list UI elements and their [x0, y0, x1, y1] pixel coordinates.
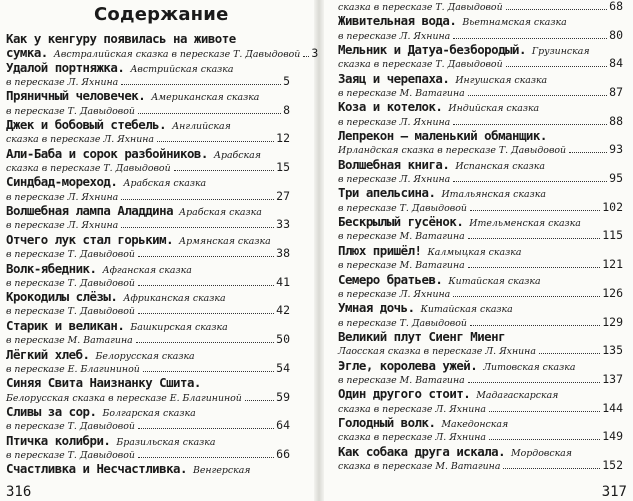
toc-entry-line — [338, 28, 623, 42]
toc-entry-line — [338, 200, 623, 214]
story-origin: Испанская сказка — [455, 160, 545, 172]
toc-entry — [6, 433, 290, 462]
toc-entry — [338, 329, 623, 358]
page-number: 15 — [276, 160, 290, 175]
toc-entry-line — [6, 332, 290, 346]
toc-entry-line — [338, 99, 623, 113]
story-reteller: в пересказе М. Ватагина — [338, 374, 465, 386]
dot-leader — [453, 296, 600, 297]
story-reteller: в пересказе М. Ватагина — [338, 260, 465, 272]
story-title: Пряничный человечек. — [6, 88, 146, 104]
toc-entry-line — [338, 42, 623, 56]
toc-entry — [338, 243, 623, 272]
page-number: 41 — [276, 274, 290, 289]
story-title: Эгле, королева ужей. — [338, 357, 478, 373]
toc-entry-line — [6, 447, 290, 461]
story-origin: Арабская — [213, 149, 261, 161]
story-reteller: в пересказе Т. Давыдовой — [338, 202, 467, 214]
page-number: 137 — [602, 371, 623, 386]
toc-entry-line — [338, 157, 623, 171]
page-number: 144 — [602, 400, 623, 415]
story-title: Отчего лук стал горьким. — [6, 231, 174, 247]
dot-leader — [136, 342, 274, 343]
story-origin: Афганская сказка — [102, 264, 192, 276]
dot-leader — [506, 66, 608, 67]
story-reteller: в пересказе М. Ватагина — [6, 335, 133, 347]
page-number: 3 — [311, 46, 319, 61]
story-title: Джек и бобовый стебель. — [6, 117, 167, 133]
page-number: 102 — [602, 199, 623, 214]
toc-entry-line — [6, 217, 290, 231]
contents-heading: Содержание — [94, 4, 229, 25]
story-origin: Арабская сказка — [123, 178, 207, 190]
toc-entry-line — [338, 401, 623, 415]
toc-entry — [338, 386, 623, 415]
toc-entry — [6, 461, 290, 490]
page-number: 38 — [276, 246, 290, 261]
toc-entry-line — [6, 45, 319, 61]
toc-entry-line — [6, 103, 290, 117]
toc-entry-line — [6, 174, 290, 188]
story-title: Лепрекон – маленький обманщик. — [338, 128, 547, 144]
toc-entry — [338, 0, 623, 13]
story-title: Коза и котелок. — [338, 99, 443, 115]
dot-leader — [453, 38, 607, 39]
toc-entry-line — [6, 433, 290, 447]
story-reteller: в пересказе М. Ватагина — [338, 88, 465, 100]
toc-entry-line — [6, 361, 290, 375]
toc-entry-line — [338, 386, 623, 400]
dot-leader — [157, 141, 274, 142]
story-origin: Ительменская сказка — [469, 218, 581, 230]
toc-entry — [338, 185, 623, 214]
dot-leader — [138, 313, 274, 314]
toc-entry-line — [338, 185, 623, 199]
story-title: Три апельсина. — [338, 185, 436, 201]
page-number: 64 — [276, 418, 290, 433]
toc-entry — [338, 99, 623, 128]
story-origin: Башкирская сказка — [130, 321, 228, 333]
story-title: Семеро братьев. — [338, 271, 443, 287]
story-title: Заяц и черепаха. — [338, 70, 450, 86]
story-title: Мельник и Датуа-безбородый. — [338, 42, 526, 58]
toc-entry-line — [6, 390, 290, 404]
dot-leader — [468, 95, 607, 96]
dot-leader — [468, 382, 601, 383]
dot-leader — [245, 400, 274, 401]
toc-entry-line — [338, 214, 623, 228]
toc-entry — [6, 404, 290, 433]
story-origin: Калмыцкая сказка — [427, 246, 522, 258]
story-origin: Белорусская сказка — [95, 350, 195, 362]
toc-entry-line — [338, 343, 623, 357]
dot-leader — [121, 84, 281, 85]
story-title: Волк-ябедник. — [6, 260, 97, 276]
toc-entry — [338, 214, 623, 243]
story-origin: Английская — [172, 121, 231, 133]
story-origin: Американская сказка — [151, 92, 260, 104]
story-title: Старик и великан. — [6, 317, 125, 333]
toc-entry-line — [6, 275, 290, 289]
story-title: Крокодилы слёзы. — [6, 289, 118, 305]
story-reteller: в пересказе Т. Давыдовой — [6, 277, 135, 289]
story-title: Бескрылый гусёнок. — [338, 214, 464, 230]
toc-entry-line — [338, 142, 623, 156]
toc-entry — [338, 444, 623, 473]
toc-entry-line — [338, 85, 623, 99]
toc-entry — [6, 60, 290, 89]
toc-entry-line — [338, 300, 623, 314]
toc-entry — [338, 415, 623, 444]
story-reteller: сказка в пересказе Л. Яхнина — [338, 403, 486, 415]
story-reteller: в пересказе Т. Давыдовой — [6, 105, 135, 117]
story-reteller: Ирландская сказка в пересказе Т. Давыдовой — [338, 145, 567, 157]
dot-leader — [470, 210, 600, 211]
story-reteller: Австралийская сказка в пересказе Т. Давыдовой — [53, 49, 301, 61]
story-reteller: в пересказе Л. Яхнина — [6, 191, 119, 203]
story-reteller: сказка в пересказе Т. Давыдовой — [338, 2, 503, 13]
story-title: Волшебная книга. — [338, 156, 450, 172]
dot-leader — [121, 199, 274, 200]
toc-entry-line — [338, 257, 623, 271]
page-number: 87 — [609, 85, 623, 100]
story-title: Как собака друга искала. — [338, 443, 506, 459]
toc-entry-line — [338, 56, 623, 70]
toc-entry-line — [338, 128, 623, 142]
toc-entry — [6, 289, 290, 318]
toc-entry-line — [338, 444, 623, 458]
toc-entry — [6, 31, 319, 61]
toc-entry-line — [338, 272, 623, 286]
story-origin: Македонская — [441, 418, 509, 430]
page-number: 115 — [602, 228, 623, 243]
story-title: Умная дочь. — [338, 300, 415, 316]
page-number: 80 — [609, 27, 623, 42]
toc-entry-line — [338, 13, 623, 27]
toc-entry-line — [338, 0, 623, 13]
page-number: 152 — [602, 457, 623, 472]
toc-entry-line — [338, 458, 623, 472]
toc-entry-line — [338, 114, 623, 128]
story-title: Птичка колибри. — [6, 432, 111, 448]
toc-entry-line — [6, 117, 290, 131]
page-number: 126 — [602, 285, 623, 300]
page-number: 68 — [609, 0, 623, 13]
dot-leader — [453, 181, 607, 182]
toc-entry — [6, 318, 290, 347]
page-number: 95 — [609, 171, 623, 186]
page-number: 54 — [276, 360, 290, 375]
toc-entry — [6, 232, 290, 261]
story-origin: Бразильская сказка — [116, 436, 216, 448]
toc-entry-line — [6, 189, 290, 203]
toc-entry-line — [6, 246, 290, 260]
story-origin: Ингушская сказка — [455, 74, 548, 86]
story-title: Как у кенгуру появилась на животе — [6, 31, 236, 46]
story-title: Один другого стоит. — [338, 386, 471, 402]
page-number: 27 — [276, 188, 290, 203]
story-origin: Индийская сказка — [448, 103, 540, 115]
toc-entry — [338, 272, 623, 301]
toc-entry-line — [6, 203, 290, 217]
toc-entry-line — [338, 243, 623, 257]
toc-entry-line — [6, 60, 290, 74]
page-number: 93 — [609, 142, 623, 157]
story-reteller: в пересказе Л. Яхнина — [338, 30, 451, 42]
story-origin: Вьетнамская сказка — [462, 17, 567, 29]
page-number-left: 316 — [6, 484, 32, 500]
toc-entry-line — [6, 261, 290, 275]
story-origin: Армянская сказка — [179, 235, 271, 247]
story-title: Удалой портняжка. — [6, 59, 125, 75]
story-origin: Венгерская — [192, 465, 251, 477]
toc-entry-line — [6, 131, 290, 145]
story-reteller: сказка в пересказе Л. Яхнина — [338, 432, 486, 444]
story-origin: Болгарская сказка — [102, 407, 196, 419]
right-toc-list — [338, 0, 623, 472]
toc-entry-line — [6, 461, 290, 475]
toc-entry-line — [6, 289, 290, 303]
toc-entry — [338, 71, 623, 100]
page-number-right: 317 — [601, 484, 627, 500]
dot-leader — [143, 371, 274, 372]
toc-entry-line — [6, 146, 290, 160]
story-title: Плюх пришёл! — [338, 242, 422, 258]
story-reteller: в пересказе Л. Яхнина — [6, 76, 119, 88]
dot-leader — [138, 256, 274, 257]
toc-entry-line — [6, 375, 290, 389]
story-title-continued: сумка. — [6, 45, 48, 61]
dot-leader — [138, 457, 274, 458]
dot-leader — [138, 285, 274, 286]
story-title: Синдбад-мореход. — [6, 174, 118, 190]
dot-leader — [569, 152, 607, 153]
toc-entry — [338, 358, 623, 387]
story-origin: Африканская сказка — [123, 293, 226, 305]
toc-entry-line — [338, 358, 623, 372]
dot-leader — [468, 238, 601, 239]
story-reteller: в пересказе Т. Давыдовой — [6, 449, 135, 461]
toc-entry-line — [6, 303, 290, 317]
story-origin: Итальянская сказка — [441, 189, 546, 201]
story-origin: Китайская сказка — [448, 275, 541, 287]
story-title: Счастливка и Несчастливка. — [6, 461, 187, 477]
toc-entry-line — [6, 31, 290, 45]
toc-entry — [6, 117, 290, 146]
story-origin: Литовская сказка — [483, 361, 576, 373]
toc-entry — [338, 157, 623, 186]
page-number: 8 — [283, 102, 290, 117]
story-origin: Грузинская — [531, 46, 590, 58]
page-number: 121 — [602, 257, 623, 272]
toc-entry — [338, 128, 623, 157]
left-toc-list — [6, 31, 319, 490]
page-number: 129 — [602, 314, 623, 329]
toc-entry — [338, 42, 623, 71]
story-title: Великий плут Сиенг Миенг — [338, 328, 506, 344]
story-reteller: в пересказе Т. Давыдовой — [6, 249, 135, 261]
dot-leader — [453, 124, 607, 125]
story-reteller: Белорусская сказка в пересказе Е. Благининой — [6, 392, 242, 404]
story-title: Лёгкий хлеб. — [6, 346, 90, 362]
toc-entry — [6, 347, 290, 376]
story-title: Али-Баба и сорок разбойников. — [6, 145, 208, 161]
dot-leader — [489, 411, 600, 412]
story-reteller: в пересказе Т. Давыдовой — [6, 306, 135, 318]
toc-entry-line — [338, 372, 623, 386]
dot-leader — [138, 428, 274, 429]
toc-entry-line — [338, 171, 623, 185]
story-title: Живительная вода. — [338, 13, 457, 29]
toc-entry-line — [6, 318, 290, 332]
page-number: 84 — [609, 56, 623, 71]
dot-leader — [121, 227, 274, 228]
toc-entry-line — [338, 429, 623, 443]
story-reteller: в пересказе М. Ватагина — [338, 231, 465, 243]
story-reteller: в пересказе Л. Яхнина — [338, 174, 451, 186]
toc-entry-line — [6, 74, 290, 88]
story-reteller: сказка в пересказе Т. Давыдовой — [6, 163, 171, 175]
story-origin: Австрийская сказка — [130, 63, 234, 75]
toc-entry-line — [6, 418, 290, 432]
page-number: 5 — [283, 73, 290, 88]
toc-entry — [6, 174, 290, 203]
story-title: Синяя Свита Наизнанку Сшита. — [6, 375, 201, 391]
story-reteller: в пересказе Л. Яхнина — [6, 220, 119, 232]
dot-leader — [470, 325, 600, 326]
dot-leader — [503, 468, 600, 469]
page-number: 42 — [276, 303, 290, 318]
toc-entry-line — [338, 228, 623, 242]
toc-entry-line — [6, 232, 290, 246]
dot-leader — [174, 170, 275, 171]
story-origin: Мадагаскарская — [476, 390, 559, 402]
right-page — [324, 0, 633, 501]
toc-entry — [6, 88, 290, 117]
page-number: 135 — [602, 343, 623, 358]
story-reteller: в пересказе Т. Давыдовой — [6, 421, 135, 433]
page-number: 12 — [276, 131, 290, 146]
dot-leader — [138, 113, 281, 114]
story-origin: Мордовская — [511, 447, 572, 459]
page-number: 59 — [276, 389, 290, 404]
dot-leader — [303, 56, 309, 57]
toc-entry-line — [6, 88, 290, 102]
toc-entry-line — [338, 415, 623, 429]
toc-entry-line — [338, 286, 623, 300]
toc-entry-line — [338, 329, 623, 343]
page-number: 88 — [609, 113, 623, 128]
toc-entry-line — [6, 347, 290, 361]
toc-entry — [6, 261, 290, 290]
toc-entry-line — [6, 476, 290, 490]
toc-entry-line — [338, 315, 623, 329]
dot-leader — [506, 9, 608, 10]
toc-entry — [6, 203, 290, 232]
page-number: 50 — [276, 332, 290, 347]
page-number: 66 — [276, 446, 290, 461]
story-reteller: в пересказе Т. Давыдовой — [338, 317, 467, 329]
dot-leader — [468, 267, 601, 268]
story-title: Голодный волк. — [338, 414, 436, 430]
toc-entry-line — [338, 71, 623, 85]
dot-leader — [539, 353, 600, 354]
story-origin: Китайская сказка — [420, 304, 513, 316]
page-number: 33 — [276, 217, 290, 232]
dot-leader — [489, 439, 600, 440]
page-number: 149 — [602, 429, 623, 444]
toc-entry-line — [6, 404, 290, 418]
book-gutter — [314, 0, 324, 501]
story-reteller: Лаосская сказка в пересказе Л. Яхнина — [338, 346, 536, 358]
story-title: Волшебная лампа Аладдина — [6, 203, 174, 219]
story-reteller: сказка в пересказе Л. Яхнина — [6, 134, 154, 146]
story-origin: Арабская сказка — [179, 207, 262, 219]
story-reteller: в пересказе Л. Яхнина — [338, 288, 451, 300]
story-reteller: сказка в пересказе Т. Давыдовой — [338, 59, 503, 71]
story-reteller: сказка в пересказе М. Ватагина — [338, 460, 501, 472]
story-reteller: в пересказе Е. Благининой — [6, 363, 140, 375]
story-reteller: в пересказе Л. Яхнина — [338, 116, 451, 128]
toc-entry — [338, 13, 623, 42]
toc-entry — [338, 300, 623, 329]
story-title: Сливы за сор. — [6, 403, 97, 419]
toc-entry-line — [6, 160, 290, 174]
toc-entry — [6, 146, 290, 175]
toc-entry — [6, 375, 290, 404]
